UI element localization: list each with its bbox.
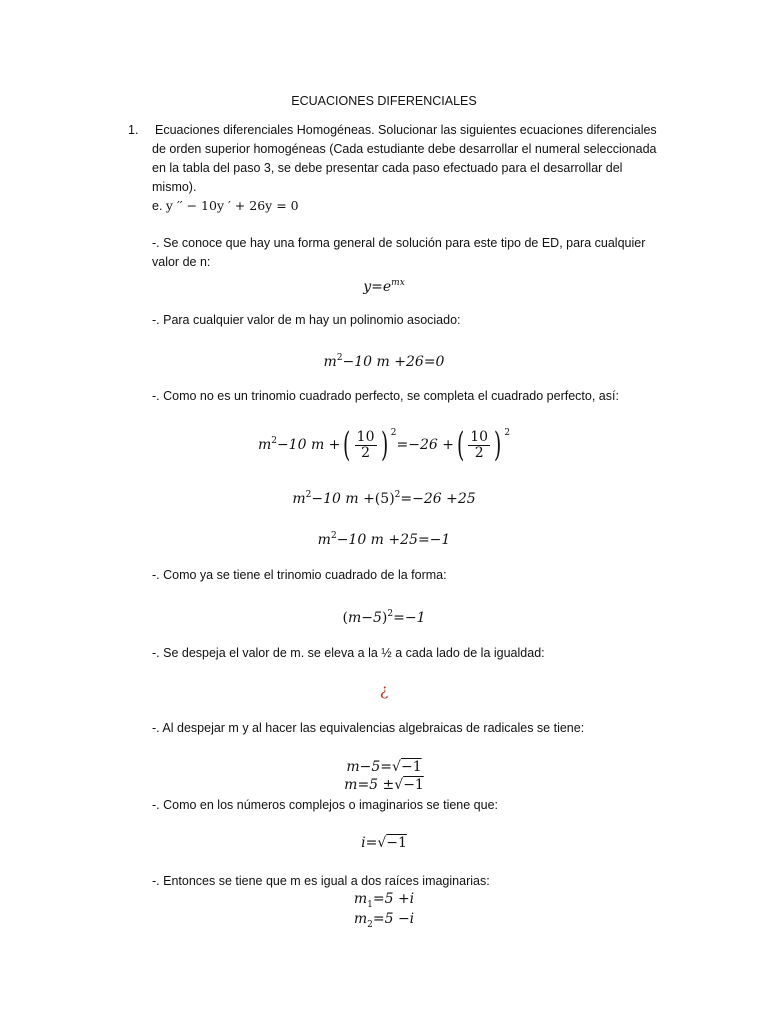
equation-complete-square-2: $m^2-10$ $m +(5)^2=-26 +25$ [292,490,476,507]
exercise-label: e. [152,199,163,213]
equation-broken-symbol: ¿ [379,680,389,699]
equation-complete-square-1: $m^2-10$ m +( $\frac{10}{2}$ ) $^2$=−26 +( $\frac{10}{2}$ ) $^2$ [257,425,511,465]
intro-line-2: de orden superior homogéneas (Cada estudiante debe desarrollar el numeral seleccionada [152,142,657,156]
step-4-text: -. Como ya se tiene el trinomio cuadrado de la forma: [152,568,447,582]
step-8-text: -. Entonces se tiene que m es igual a dos raíces imaginarias: [152,874,490,888]
step-6-text: -. Al despejar m y al hacer las equivalencias algebraicas de radicales se tiene: [152,721,585,735]
exercise-equation: y ′′ − 10y ′ + 26y = 0 [165,198,299,213]
step-1-line-2: valor de n: [152,255,211,269]
step-2-text: -. Para cualquier valor de m hay un polinomio asociado: [152,313,461,327]
step-1-line-1: -. Se conoce que hay una forma general de solución para este tipo de ED, para cualquier [152,236,646,250]
equation-root-1: $m_1=5 +i$ [353,891,415,910]
equation-root-2: $m_2=5 -i$ [353,911,415,930]
exercise-line [152,196,299,216]
document-title: ECUACIONES DIFERENCIALES [291,94,477,108]
intro-line-3: en la tabla del paso 3, se debe presentar cada paso efectuado para el desarrollar del [152,161,623,175]
item-number: 1. [128,123,139,137]
step-3-text: -. Como no es un trinomio cuadrado perfecto, se completa el cuadrado perfecto, así: [152,389,619,403]
equation-m-minus-5: m−5=√−1 [346,759,422,775]
step-5-text: -. Se despeja el valor de m. se eleva a la ½ a cada lado de la igualdad: [152,646,545,660]
equation-imaginary-unit: i=√−1 [361,835,407,851]
intro-line-4: mismo). [152,180,197,194]
step-7-text: -. Como en los números complejos o imaginarios se tiene que: [152,798,499,812]
equation-m-plus-minus: m=5 ±√−1 [344,777,424,793]
equation-general-solution: $y=e^{mx}$ [363,278,405,295]
equation-complete-square-3: $m^2-10$ m +25=−1 [317,531,451,548]
equation-polynomial: $m^2-10$ m +26=0 [323,353,445,370]
intro-line-1: Ecuaciones diferenciales Homogéneas. Solucionar las siguientes ecuaciones diferenciales [155,123,657,137]
equation-square-form: $(m-5)^2=-1$ [342,609,426,626]
